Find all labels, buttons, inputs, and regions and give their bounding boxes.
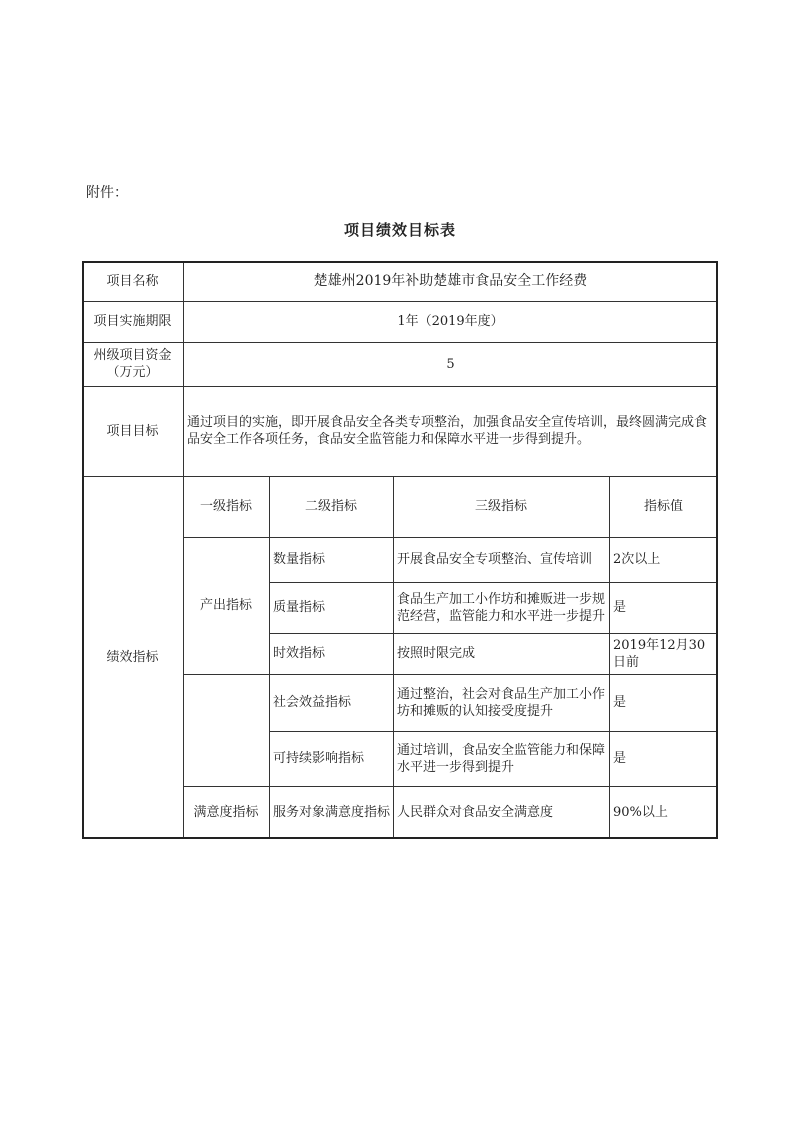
indicator-row-level2: 时效指标 xyxy=(273,646,326,661)
page-title: 项目绩效目标表 xyxy=(343,221,456,239)
project-period-label: 项目实施期限 xyxy=(93,314,172,329)
indicator-row-value: 2次以上 xyxy=(613,552,661,567)
indicator-row-level3: 食品生产加工小作坊和摊贩进一步规范经营，监管能力和水平进一步提升 xyxy=(397,591,606,624)
indicator-row-value: 是 xyxy=(613,751,627,766)
header-level1: 一级指标 xyxy=(199,499,252,514)
attachment-label: 附件： xyxy=(86,185,128,201)
project-funds-value: 5 xyxy=(446,356,455,372)
header-level2: 二级指标 xyxy=(304,499,357,514)
header-level3: 三级指标 xyxy=(474,499,527,514)
indicator-row-level3: 人民群众对食品安全满意度 xyxy=(397,805,554,820)
project-funds-label: 州级项目资金（万元） xyxy=(93,348,172,380)
indicator-row-level2: 服务对象满意度指标 xyxy=(273,805,391,820)
indicator-row-level3: 通过培训，食品安全监管能力和保障水平进一步得到提升 xyxy=(397,742,606,775)
satisfaction-indicator-label: 满意度指标 xyxy=(193,805,259,820)
indicator-row-level2: 社会效益指标 xyxy=(273,695,352,710)
indicator-row-level3: 通过整治，社会对食品生产加工小作坊和摊贩的认知接受度提升 xyxy=(397,686,606,719)
indicator-row-level3: 按照时限完成 xyxy=(397,646,476,661)
indicator-row-level2: 质量指标 xyxy=(273,600,326,615)
project-name-label: 项目名称 xyxy=(106,273,159,289)
indicator-row-value: 90%以上 xyxy=(613,805,668,820)
project-period-value: 1年（2019年度） xyxy=(397,314,504,329)
indicator-row-level2: 可持续影响指标 xyxy=(273,751,365,766)
project-name-value: 楚雄州2019年补助楚雄市食品安全工作经费 xyxy=(313,272,588,289)
indicator-row-level2: 数量指标 xyxy=(273,552,326,567)
header-value: 指标值 xyxy=(643,499,683,514)
indicator-row-value: 2019年12月30日前 xyxy=(613,637,706,670)
indicator-row-level3: 开展食品安全专项整治、宣传培训 xyxy=(397,552,593,567)
performance-target-table xyxy=(82,261,718,839)
performance-indicators-label: 绩效指标 xyxy=(106,650,159,665)
project-goal-value: 通过项目的实施，即开展食品安全各类专项整治，加强食品安全宣传培训，最终圆满完成食品安全工作各项任务，食品安全监管能力和保障水平进一步得到提升。 xyxy=(187,415,708,447)
indicator-row-value: 是 xyxy=(613,695,627,710)
output-indicator-label: 产出指标 xyxy=(199,598,252,613)
indicator-row-value: 是 xyxy=(613,600,627,615)
project-goal-label: 项目目标 xyxy=(106,423,159,439)
